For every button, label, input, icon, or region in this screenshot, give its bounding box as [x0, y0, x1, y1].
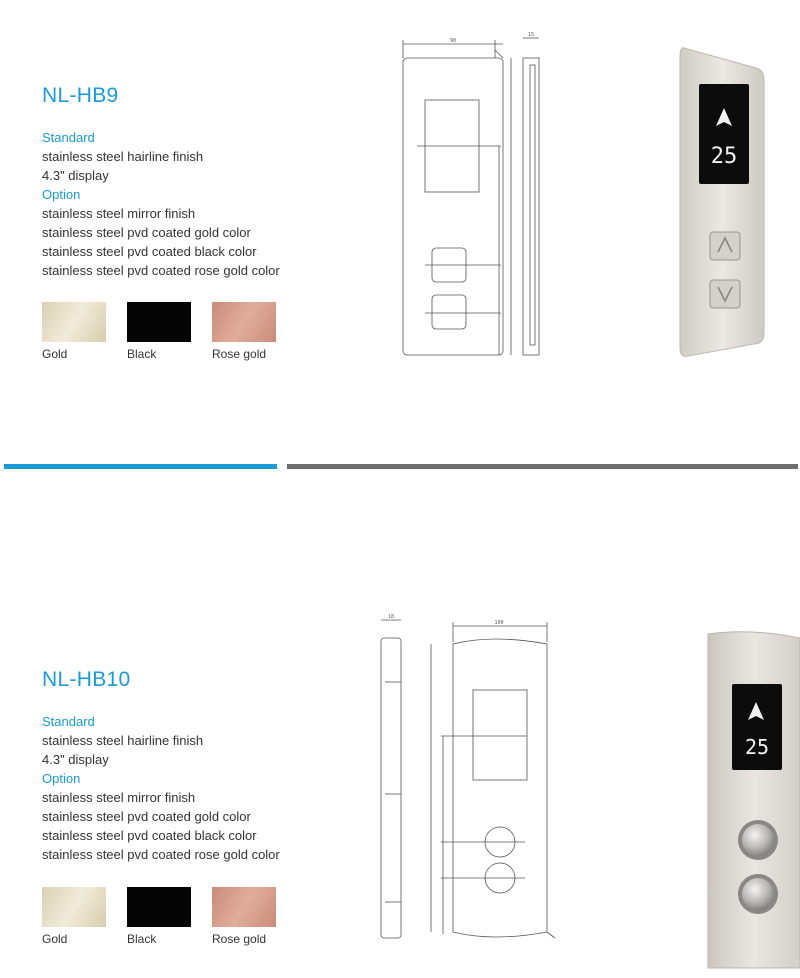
option-item: stainless steel mirror finish — [42, 206, 196, 221]
technical-drawing-hb9 — [395, 30, 555, 370]
standard-item: stainless steel hairline finish — [42, 149, 204, 164]
button-face — [742, 878, 774, 910]
up-call-button[interactable] — [710, 232, 740, 260]
product-render-hb10 — [700, 630, 800, 970]
option-item: stainless steel pvd coated rose gold color — [42, 263, 280, 278]
color-swatches — [42, 887, 282, 947]
product-render-hb9 — [672, 44, 772, 360]
option-item: stainless steel pvd coated black color — [42, 244, 257, 259]
swatch-black — [127, 887, 191, 927]
option-heading: Option — [42, 771, 81, 786]
section-divider-accent — [4, 464, 277, 469]
swatch-label-rose-gold: Rose gold — [212, 932, 267, 946]
technical-drawing-hb10 — [375, 612, 575, 942]
product-title: NL-HB9 — [42, 84, 119, 107]
standard-item: 4.3" display — [42, 168, 109, 183]
panel-face — [708, 632, 800, 968]
standard-heading: Standard — [42, 130, 95, 145]
product-title: NL-HB10 — [42, 668, 131, 691]
swatch-rose-gold — [212, 887, 276, 927]
floor-display-number: 25 — [710, 144, 738, 169]
option-item: stainless steel pvd coated rose gold color — [42, 847, 280, 862]
swatch-gold — [42, 887, 106, 927]
standard-item: 4.3" display — [42, 752, 109, 767]
display-screen — [699, 84, 749, 184]
dimension-label: 90 — [449, 38, 457, 44]
option-item: stainless steel pvd coated gold color — [42, 809, 251, 824]
section-divider-gray — [287, 464, 798, 469]
option-item: stainless steel pvd coated black color — [42, 828, 257, 843]
swatch-label-black: Black — [127, 932, 157, 946]
dimension-label: 15 — [527, 32, 535, 38]
dimension-label: 18 — [387, 614, 395, 620]
dimension-label: 100 — [494, 620, 504, 626]
swatch-label-black: Black — [127, 347, 157, 361]
option-heading: Option — [42, 187, 81, 202]
swatch-gold — [42, 302, 106, 342]
floor-display-number: 25 — [744, 735, 770, 759]
down-call-button[interactable] — [710, 280, 740, 308]
color-swatches — [42, 302, 282, 362]
button-face — [742, 824, 774, 856]
swatch-rose-gold — [212, 302, 276, 342]
standard-heading: Standard — [42, 714, 95, 729]
spec-list — [42, 128, 280, 280]
product-section-hb10 — [0, 590, 800, 978]
swatch-label-gold: Gold — [42, 347, 68, 361]
option-item: stainless steel pvd coated gold color — [42, 225, 251, 240]
spec-list — [42, 712, 280, 864]
swatch-label-gold: Gold — [42, 932, 68, 946]
swatch-label-rose-gold: Rose gold — [212, 347, 267, 361]
standard-item: stainless steel hairline finish — [42, 733, 204, 748]
swatch-black — [127, 302, 191, 342]
option-item: stainless steel mirror finish — [42, 790, 196, 805]
product-section-hb9 — [0, 0, 800, 460]
